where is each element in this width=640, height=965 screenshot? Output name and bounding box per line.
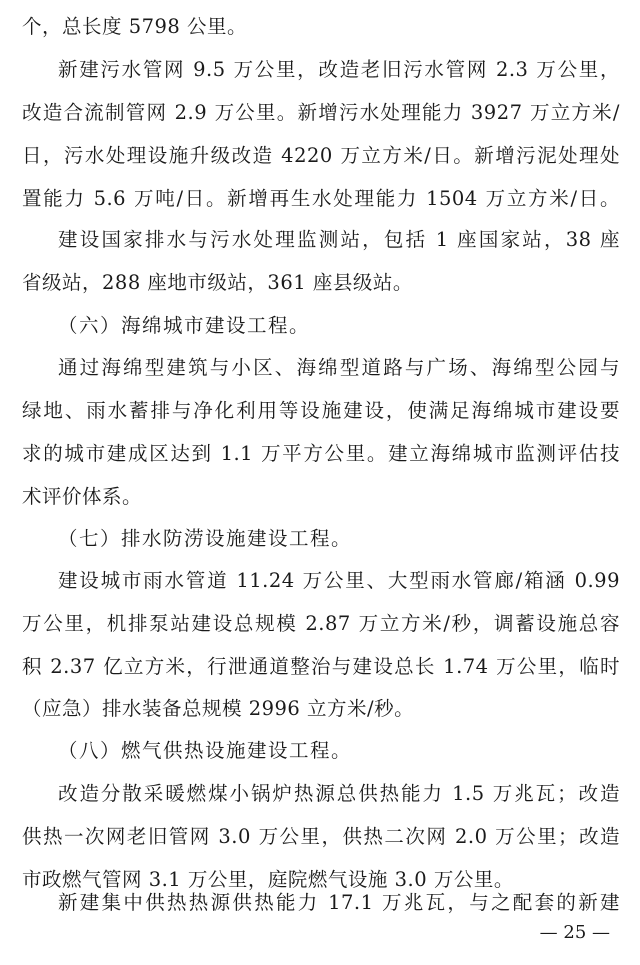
text-line: 新建污水管网 9.5 万公里，改造老旧污水管网 2.3 万公里， — [58, 58, 620, 81]
text-line: 市政燃气管网 3.1 万公里，庭院燃气设施 3.0 万公里。 — [22, 868, 514, 891]
text-line: 日，污水处理设施升级改造 4220 万立方米/日。新增污泥处理处 — [22, 144, 620, 167]
text-line: 万公里，机排泵站建设总规模 2.87 万立方米/秒，调蓄设施总容 — [22, 612, 620, 635]
text-line: 积 2.37 亿立方米，行泄通道整治与建设总长 1.74 万公里，临时 — [22, 655, 620, 678]
text-line: 新建集中供热热源供热能力 17.1 万兆瓦，与之配套的新建 — [58, 891, 620, 914]
text-line: 求的城市建成区达到 1.1 万平方公里。建立海绵城市监测评估技 — [22, 442, 620, 465]
text-line: 建设城市雨水管道 11.24 万公里、大型雨水管廊/箱涵 0.99 — [58, 569, 620, 592]
text-line: 省级站，288 座地市级站，361 座县级站。 — [22, 271, 413, 294]
text-line: 绿地、雨水蓄排与净化利用等设施建设，使满足海绵城市建设要 — [22, 399, 620, 422]
text-line: 个，总长度 5798 公里。 — [22, 15, 248, 38]
text-line: 建设国家排水与污水处理监测站，包括 1 座国家站，38 座 — [58, 228, 620, 251]
section-heading: （八）燃气供热设施建设工程。 — [58, 739, 353, 762]
text-line: （应急）排水装备总规模 2996 立方米/秒。 — [22, 697, 415, 720]
section-heading: （七）排水防涝设施建设工程。 — [58, 527, 353, 550]
text-line: 置能力 5.6 万吨/日。新增再生水处理能力 1504 万立方米/日。 — [22, 187, 620, 210]
section-heading: （六）海绵城市建设工程。 — [58, 314, 311, 337]
text-line: 改造分散采暖燃煤小锅炉热源总供热能力 1.5 万兆瓦；改造 — [58, 782, 620, 805]
text-line: 通过海绵型建筑与小区、海绵型道路与广场、海绵型公园与 — [58, 356, 620, 379]
text-line: 术评价体系。 — [22, 485, 143, 508]
page-number: — 25 — — [539, 922, 610, 943]
text-line: 供热一次网老旧管网 3.0 万公里，供热二次网 2.0 万公里；改造 — [22, 825, 620, 848]
text-line: 改造合流制管网 2.9 万公里。新增污水处理能力 3927 万立方米/ — [22, 101, 620, 124]
